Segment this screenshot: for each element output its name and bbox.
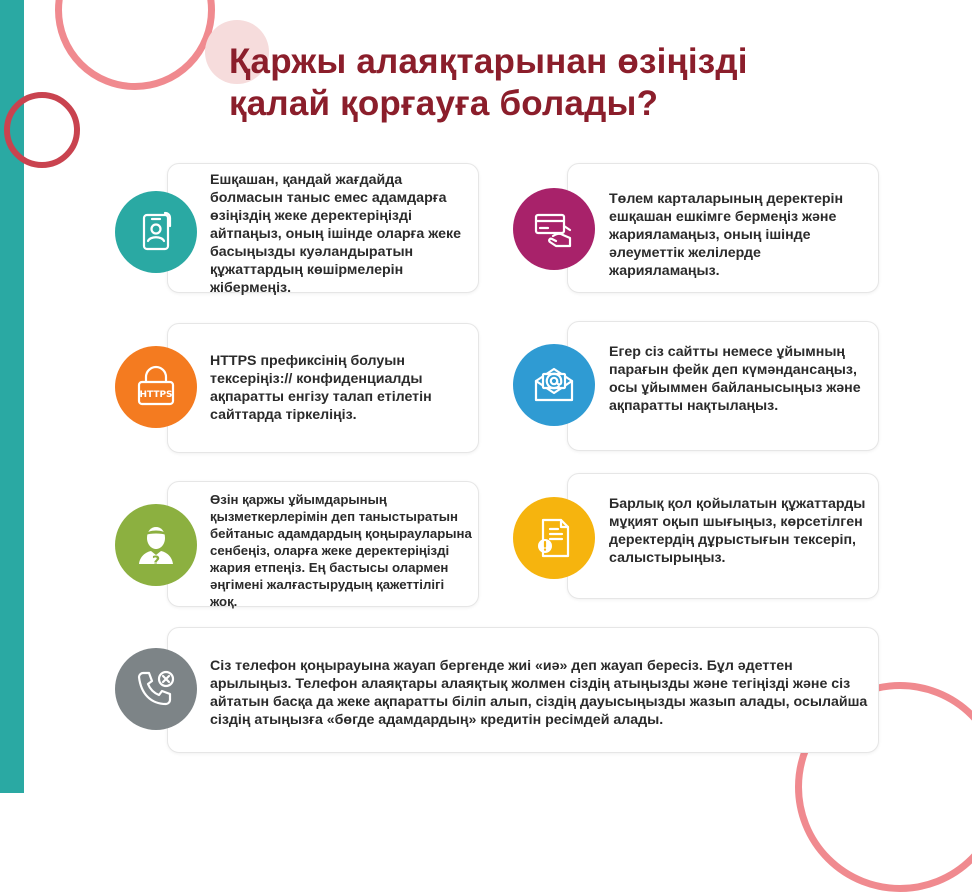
id-card-icon [131,207,181,257]
https-lock-icon [131,362,181,412]
unknown-person-icon [131,520,181,570]
tip-icon-circle-7 [115,648,197,730]
page-title [229,41,748,125]
email-envelope-icon [529,360,579,410]
title-line-1: Қаржы алаяқтарынан өзіңізді [229,42,748,81]
tip-icon-circle-4 [513,344,595,426]
phone-cancel-icon [131,664,181,714]
tip-text-https: HTTPS префиксінің болуын тексеріңіз:// конфиденциалды ақпаратты енгізу талап етілетін сайттарда тіркеліңіз. [210,353,432,423]
title-line-2: қалай қорғауға болады? [229,84,659,123]
decorative-ring-top [55,0,215,90]
payment-card-icon [529,204,579,254]
tip-icon-circle-2 [513,188,595,270]
tip-text-phone-fraud: Сіз телефон қоңырауына жауап бергенде жиі «иә» деп жауап бересіз. Бұл әдеттен арылыңыз. Телефон алаяқтары алаяқтық жолмен сіздің атыңызды және тегіңізді және сіз айтатын басқа да жеке ақпаратты біліп алып, сіздің дауысыңызды жазып алады, осылайша сіздің атыңызға «бөгде адамдардың» кредитін ресімдей алады. [210,658,868,728]
tip-icon-circle-3 [115,346,197,428]
tip-text-fake-site: Егер сіз сайтты немесе ұйымның парағын фейк деп күмәндансаңыз, осы ұйыммен байланысыңыз және ақпаратты нақтылаңыз. [609,344,861,414]
tip-text-documents: Барлық қол қойылатын құжаттарды мұқият оқып шығыңыз, көрсетілген деректердің дұрыстығын тексеріп, салыстырыңыз. [609,496,866,566]
tip-text-payment-cards: Төлем карталарының деректерін ешқашан ешкімге бермеңіз және жарияламаңыз, оның ішінде әлеуметтік желілерде жарияламаңыз. [609,191,844,279]
tip-icon-circle-6 [513,497,595,579]
document-warning-icon [529,513,579,563]
svg-text:HTTPS: HTTPS [139,390,173,400]
tip-icon-circle-1 [115,191,197,273]
svg-text:?: ? [151,554,161,570]
tip-text-calls: Өзін қаржы ұйымдарының қызметкерлерімін деп таныстыратын бейтаныс адамдардың қоңырауларына сенбеңіз, оларға жеке деректеріңізді жария етпеңіз. Ең бастысы олармен әңгімені жалғастырудың қажеттілігі жоқ. [210,492,472,609]
decorative-ring-left [4,92,80,168]
tip-icon-circle-5 [115,504,197,586]
tip-text-personal-data: Ешқашан, қандай жағдайда болмасын таныс емес адамдарға өзіңіздің жеке деректеріңізді айтпаңыз, оның ішінде оларға жеке басыңызды куәландыратын құжаттардың көшірмелерін жібермеңіз. [210,172,461,296]
